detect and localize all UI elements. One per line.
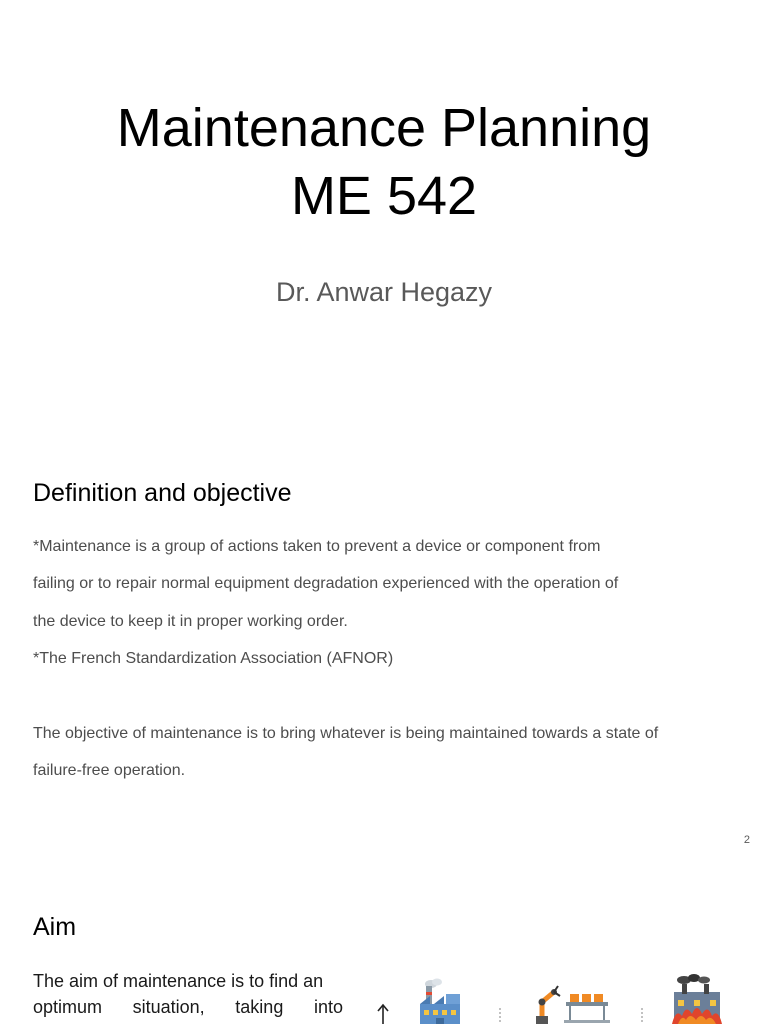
definition-line: *Maintenance is a group of actions taken to prevent a device or component from (33, 538, 601, 555)
definition-paragraph (33, 528, 733, 677)
dotted-divider (498, 1008, 502, 1024)
aim-illustration (372, 972, 742, 1024)
aim-word: optimum (33, 997, 103, 1017)
aim-heading: Aim (33, 913, 77, 941)
definition-source-line: *The French Standardization Association (AFNOR) (33, 649, 394, 667)
title-slide (0, 0, 768, 430)
up-arrow-icon (376, 1002, 390, 1024)
objective-line: The objective of maintenance is to bring whatever is being maintained towards a state of (33, 725, 659, 742)
aim-word: into (313, 997, 343, 1017)
aim-paragraph (33, 968, 343, 1020)
aim-line: The aim of maintenance is to find an (33, 971, 324, 991)
objective-line: failure-free operation. (33, 762, 186, 780)
burning-factory-icon (668, 974, 726, 1024)
factory-icon (416, 978, 464, 1024)
definition-line: failing or to repair normal equipment degradation experienced with the operation of (33, 575, 619, 593)
objective-paragraph (33, 715, 733, 790)
slide-title-line-1: Maintenance Planning (116, 98, 652, 158)
definition-slide (0, 430, 768, 860)
dotted-divider (640, 1008, 644, 1024)
aim-slide (0, 860, 768, 1024)
aim-word: situation, (132, 997, 205, 1017)
definition-heading: Definition and objective (33, 479, 292, 507)
definition-line: the device to keep it in proper working order. (33, 612, 348, 630)
robot-arm-conveyor-icon (532, 980, 622, 1024)
author-subtitle: Dr. Anwar Hegazy (275, 277, 493, 307)
aim-line-justified (33, 994, 343, 1020)
aim-word: taking (235, 997, 284, 1017)
page-number: 2 (743, 834, 750, 846)
slide-title-line-2: ME 542 (290, 166, 478, 226)
